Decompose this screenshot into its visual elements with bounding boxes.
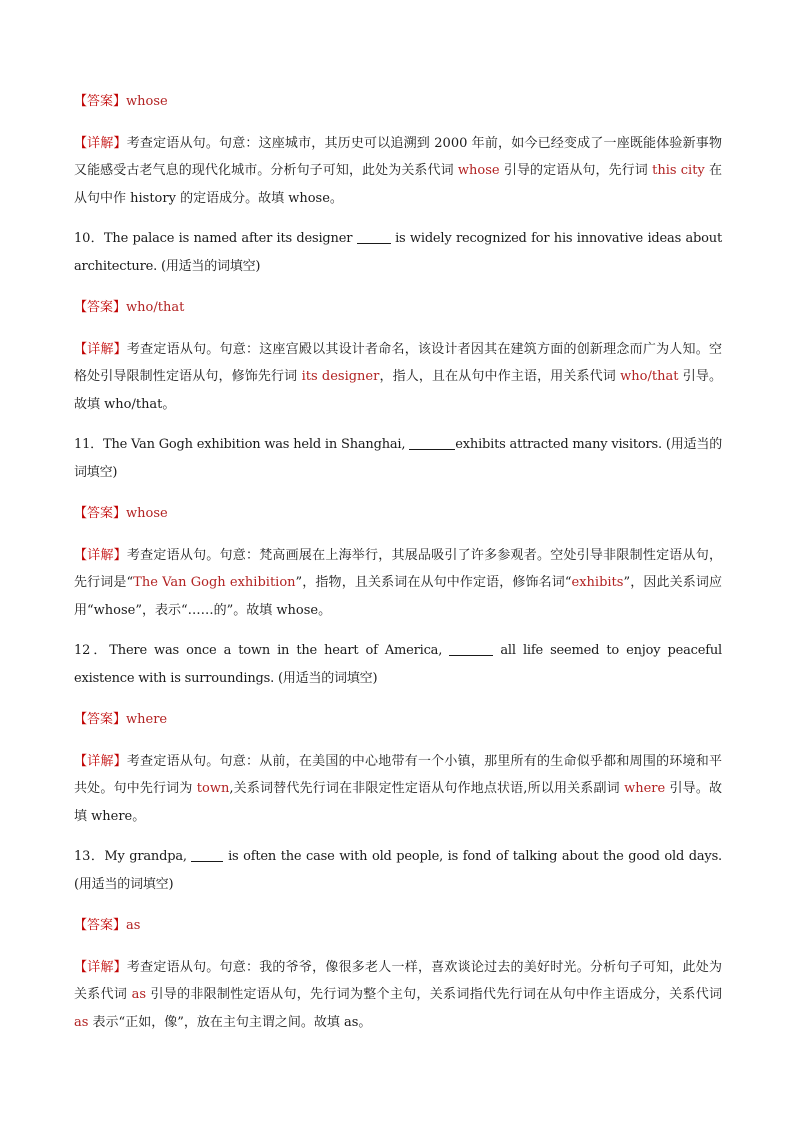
answer-value: who/that — [126, 300, 185, 315]
question-11 — [74, 431, 722, 486]
answer-blank — [449, 641, 493, 656]
question-13 — [74, 843, 722, 898]
detail-highlight: its designer — [301, 369, 380, 384]
detail-text: 引导的非限制性定语从句，先行词为整个主句，关系词指代先行词在从句中作主语成分，关系代词 — [146, 987, 722, 1002]
detail-paragraph — [74, 336, 722, 419]
question-number: 10． — [74, 231, 104, 246]
question-10 — [74, 225, 722, 280]
answer-blank — [409, 435, 455, 450]
answer-line — [74, 500, 722, 528]
question-text: exhibits attracted many visitors. (用适当的词填空) — [74, 437, 722, 480]
detail-text: 考查定语从句。句意：梵高画展在上海举行，其展品吸引了许多参观者。空处引导非限制性定语从句，先行词是“ — [74, 547, 722, 590]
detail-text: 引导。故填 where。 — [74, 781, 722, 824]
question-text: The palace is named after its designer — [103, 231, 357, 246]
detail-text: ”，因此关系词应用“whose”，表示“……的”。故填 whose。 — [74, 575, 722, 618]
answer-label: 【答案】 — [74, 918, 127, 933]
answer-value: whose — [126, 94, 168, 109]
detail-highlight: as — [74, 1014, 89, 1030]
detail-highlight: this city — [652, 163, 705, 178]
detail-paragraph — [74, 542, 722, 625]
detail-highlight: The Van Gogh exhibition — [133, 575, 296, 590]
detail-paragraph — [74, 130, 722, 213]
detail-text: ，指人，且在从句中作主语，用关系代词 — [379, 369, 621, 384]
answer-line — [74, 294, 722, 322]
detail-text: 表示“正如，像”，放在主句主谓之间。故填 as。 — [88, 1014, 372, 1030]
answer-line — [74, 912, 722, 940]
detail-highlight: town — [196, 781, 230, 796]
detail-paragraph — [74, 748, 722, 831]
answer-line — [74, 88, 722, 116]
detail-paragraph — [74, 954, 722, 1037]
detail-label: 【详解】 — [74, 547, 127, 563]
detail-highlight: exhibits — [571, 575, 624, 590]
question-number: 12． — [74, 643, 110, 658]
detail-label: 【详解】 — [74, 753, 127, 769]
answer-blank — [191, 847, 223, 862]
detail-text: 考查定语从句。句意：我的爷爷，像很多老人一样，喜欢谈论过去的美好时光。分析句子可知，此处为关系代词 — [74, 959, 722, 1002]
question-text: My grandpa, — [104, 849, 192, 864]
document-page — [74, 88, 722, 1049]
answer-blank — [357, 229, 391, 244]
answer-value: whose — [126, 506, 168, 521]
question-text: There was once a town in the heart of America, — [109, 643, 450, 658]
answer-value: as — [126, 918, 141, 933]
question-12 — [74, 637, 722, 692]
detail-label: 【详解】 — [74, 959, 127, 975]
detail-text: 考查定语从句。句意：这座宫殿以其设计者命名，该设计者因其在建筑方面的创新理念而广为人知。空格处引导限制性定语从句，修饰先行词 — [74, 341, 722, 384]
answer-label: 【答案】 — [74, 506, 127, 521]
question-number: 13． — [74, 849, 105, 864]
detail-text: ,关系词替代先行词在非限定性定语从句作地点状语,所以用关系副词 — [229, 781, 625, 796]
detail-label: 【详解】 — [74, 135, 127, 151]
detail-highlight: whose — [457, 163, 500, 178]
answer-line — [74, 706, 722, 734]
detail-highlight: as — [131, 987, 147, 1002]
answer-label: 【答案】 — [74, 712, 127, 727]
detail-text: 引导。故填 who/that。 — [74, 369, 722, 412]
detail-highlight: where — [624, 781, 666, 796]
question-text: is widely recognized for his innovative ideas about architecture. (用适当的词填空) — [74, 231, 722, 274]
detail-text: 在从句中作 history 的定语成分。故填 whose。 — [74, 163, 723, 206]
answer-label: 【答案】 — [74, 94, 127, 109]
question-text: The Van Gogh exhibition was held in Shanghai, — [102, 437, 410, 452]
detail-text: 考查定语从句。句意：这座城市，其历史可以追溯到 2000 年前，如今已经变成了一座既能体验新事物又能感受古老气息的现代化城市。分析句子可知，此处为关系代词 — [74, 135, 722, 178]
question-text: all life seemed to enjoy peaceful existence with is surroundings. (用适当的词填空) — [74, 643, 722, 686]
answer-label: 【答案】 — [74, 300, 127, 315]
question-number: 11． — [74, 437, 103, 452]
detail-label: 【详解】 — [74, 341, 127, 357]
detail-highlight: who/that — [620, 369, 679, 384]
detail-text: 引导的定语从句，先行词 — [499, 163, 653, 178]
question-text: is often the case with old people, is fond of talking about the good old days. (用适当的词填空) — [74, 849, 722, 892]
answer-value: where — [126, 712, 168, 727]
detail-text: ”，指物，且关系词在从句中作定语，修饰名词“ — [295, 575, 572, 590]
detail-text: 考查定语从句。句意：从前，在美国的中心地带有一个小镇，那里所有的生命似乎都和周围的环境和平共处。句中先行词为 — [74, 753, 722, 796]
